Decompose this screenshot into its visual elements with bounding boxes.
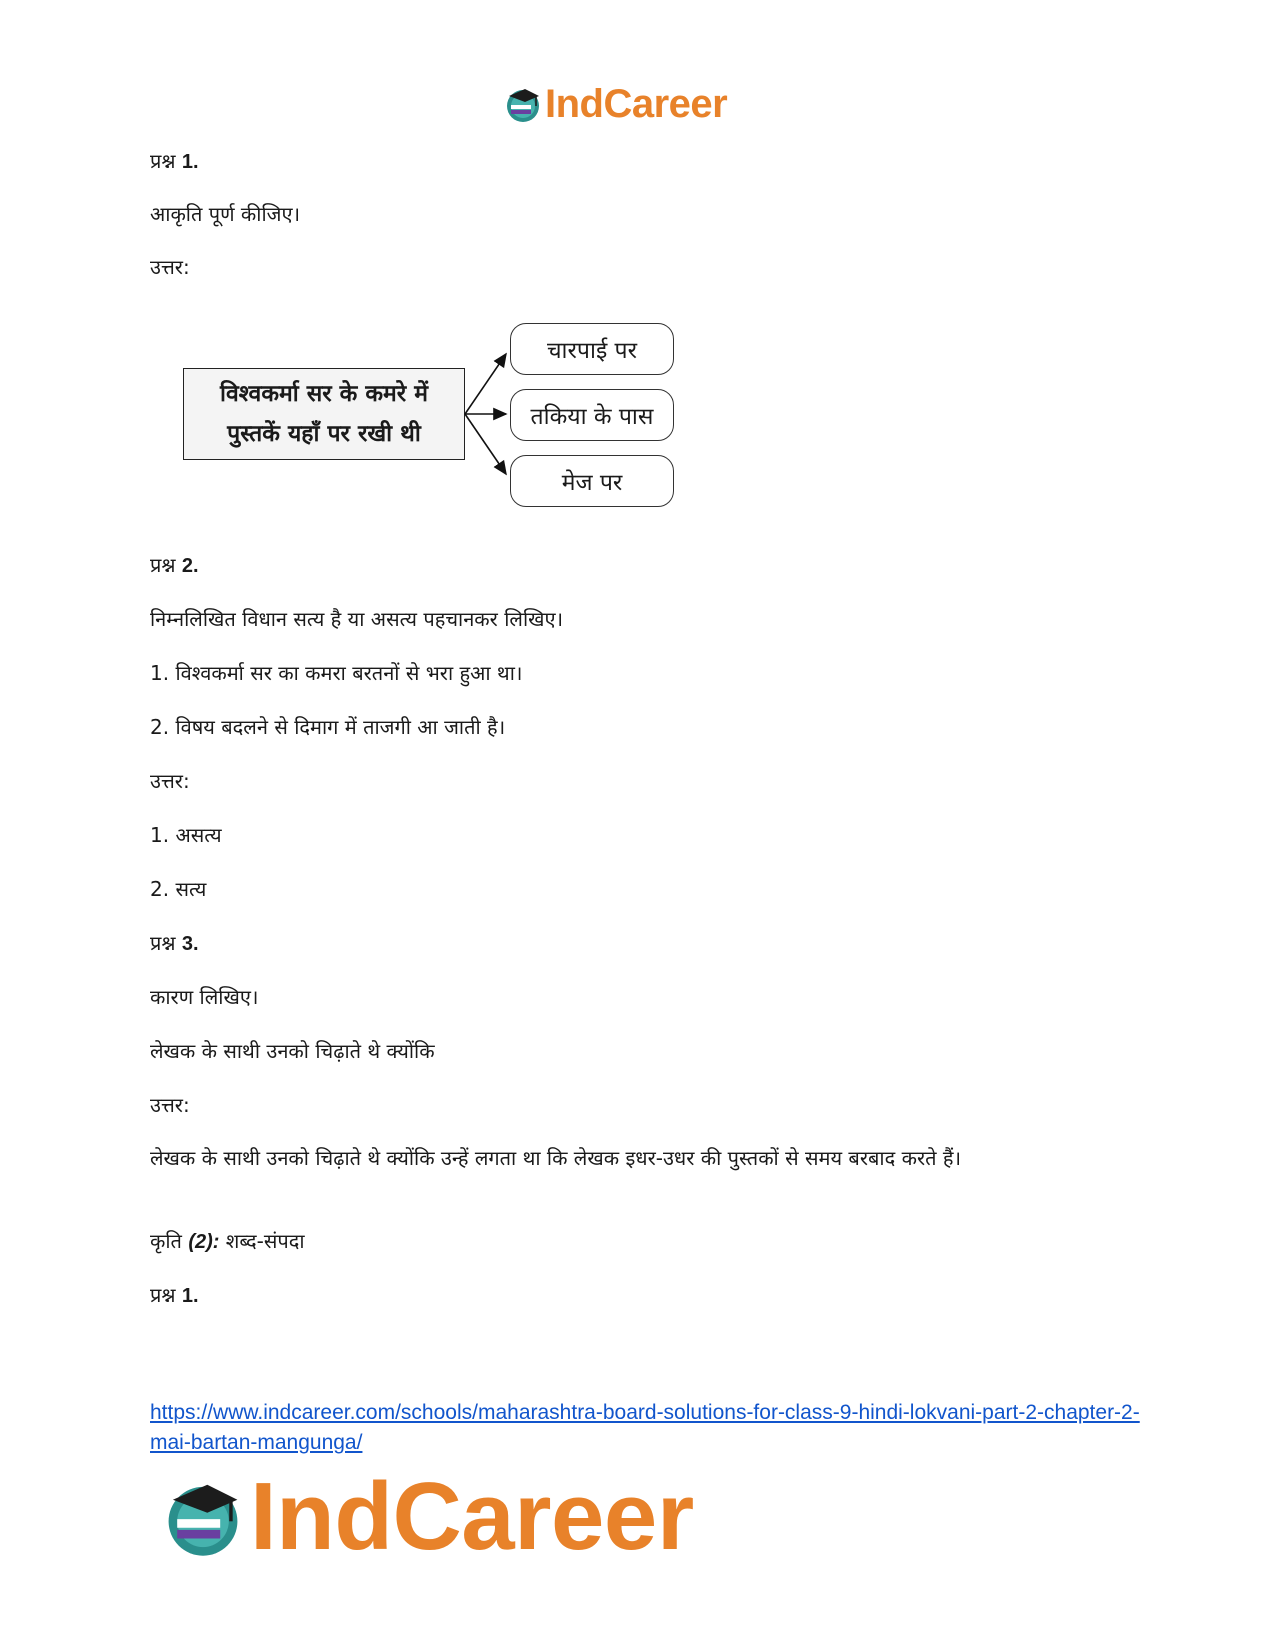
diagram-source-line-1: विश्वकर्मा सर के कमरे में xyxy=(220,380,428,407)
arrow-to-target-3 xyxy=(465,414,506,474)
graduation-globe-icon xyxy=(160,1474,246,1560)
question-2-prompt: निम्नलिखित विधान सत्य है या असत्य पहचानकर लिखिए। xyxy=(150,607,564,631)
question-number: 1. xyxy=(181,151,199,173)
section-prefix: कृति xyxy=(150,1229,189,1253)
logo-text: IndCareer xyxy=(250,1463,694,1570)
question-2-answer-label: उत्तर: xyxy=(150,769,190,793)
logo-text: IndCareer xyxy=(545,82,728,126)
diagram-source-line-2: पुस्तकें यहाँ पर रखी थी xyxy=(227,420,421,447)
arrow-to-target-1 xyxy=(465,354,506,414)
question-word: प्रश्न xyxy=(150,553,176,577)
question-2-answer-1: 1. असत्य xyxy=(150,823,222,847)
question-number: 1. xyxy=(181,1285,199,1307)
section-title: शब्द-संपदा xyxy=(219,1229,305,1253)
section-number: (2): xyxy=(188,1231,220,1253)
diagram-target-1: चारपाई पर xyxy=(510,323,674,375)
section-heading xyxy=(150,1228,305,1255)
footer-source-link[interactable]: https://www.indcareer.com/schools/maharashtra-board-solutions-for-class-9-hindi-lokvani-part-2-chapter-2-mai-bartan-mangunga/ xyxy=(150,1401,1140,1454)
question-number: 3. xyxy=(181,933,199,955)
indcareer-logo-top xyxy=(503,80,727,128)
question-1-prompt: आकृति पूर्ण कीजिए। xyxy=(150,202,301,226)
question-number: 2. xyxy=(181,555,199,577)
question-1-label xyxy=(150,148,199,175)
question-3-statement: लेखक के साथी उनको चिढ़ाते थे क्योंकि xyxy=(150,1039,435,1063)
graduation-globe-icon xyxy=(503,84,543,124)
question-3-prompt: कारण लिखिए। xyxy=(150,985,259,1009)
diagram-target-2: तकिया के पास xyxy=(510,389,674,441)
question-1-answer-label: उत्तर: xyxy=(150,255,190,279)
diagram-target-3: मेज पर xyxy=(510,455,674,507)
question-word: प्रश्न xyxy=(150,931,176,955)
question-2-label xyxy=(150,552,199,579)
question-word: प्रश्न xyxy=(150,149,176,173)
question-3-answer: लेखक के साथी उनको चिढ़ाते थे क्योंकि उन्हें लगता था कि लेखक इधर-उधर की पुस्तकों से समय बरबाद करते हैं। xyxy=(150,1146,962,1170)
indcareer-logo-bottom xyxy=(160,1465,694,1569)
question-word: प्रश्न xyxy=(150,1283,176,1307)
question-2-statement-2: 2. विषय बदलने से दिमाग में ताजगी आ जाती है। xyxy=(150,715,506,739)
question-3-label xyxy=(150,930,199,957)
question-3-answer-label: उत्तर: xyxy=(150,1093,190,1117)
question-2-answer-2: 2. सत्य xyxy=(150,877,207,901)
next-question-label xyxy=(150,1282,199,1309)
mind-map-diagram xyxy=(180,318,685,518)
question-2-statement-1: 1. विश्वकर्मा सर का कमरा बरतनों से भरा हुआ था। xyxy=(150,661,523,685)
